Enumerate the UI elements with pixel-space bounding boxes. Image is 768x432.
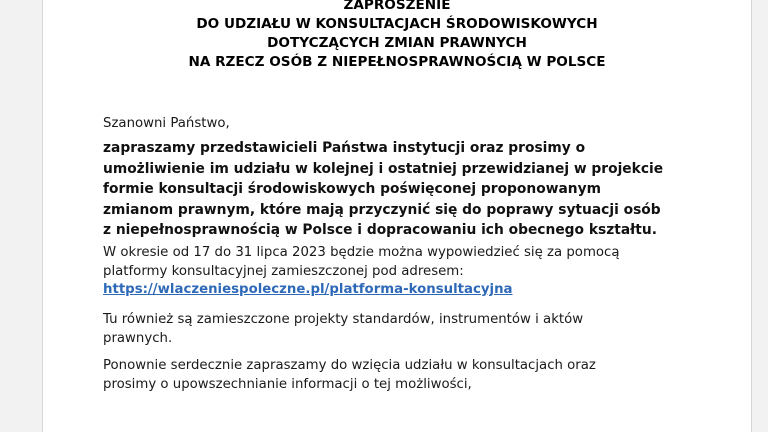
- invitation-header: [43, 0, 751, 72]
- documents-line: prawnych.: [103, 330, 173, 346]
- invitation-line: zapraszamy przedstawicieli Państwa instytucji oraz prosimy o: [103, 140, 586, 156]
- documents-paragraph: [103, 311, 703, 348]
- invitation-line: umożliwienie im udziału w kolejnej i ostatniej przewidzianej w projekcie: [103, 160, 664, 177]
- invitation-paragraph: [103, 138, 703, 241]
- header-line-3: DOTYCZĄCYCH ZMIAN PRAWNYCH: [267, 35, 527, 51]
- closing-paragraph: [103, 357, 703, 394]
- document-page: [42, 0, 752, 432]
- header-line-title: ZAPROSZENIE: [343, 0, 451, 13]
- documents-line: Tu również są zamieszczone projekty standardów, instrumentów i aktów: [103, 312, 584, 327]
- greeting: Szanowni Państwo,: [103, 116, 230, 131]
- platform-link[interactable]: https://wlaczeniespoleczne.pl/platforma-konsultacyjna: [103, 282, 513, 297]
- header-line-2: DO UDZIAŁU W KONSULTACJACH ŚRODOWISKOWYCH: [196, 16, 598, 32]
- invitation-line: zmianom prawnym, które mają przyczynić się do poprawy sytuacji osób: [103, 201, 661, 218]
- period-line: W okresie od 17 do 31 lipca 2023 będzie można wypowiedzieć się za pomocą: [103, 245, 620, 260]
- period-line: platformy konsultacyjnej zamieszczonej pod adresem:: [103, 263, 464, 279]
- closing-line: prosimy o upowszechnianie informacji o tej możliwości,: [103, 376, 472, 392]
- invitation-line: formie konsultacji środowiskowych poświęconej proponowanym: [103, 181, 601, 197]
- closing-line: Ponownie serdecznie zapraszamy do wzięcia udziału w konsultacjach oraz: [103, 358, 596, 373]
- consultation-period-paragraph: [103, 244, 703, 300]
- invitation-line: z niepełnosprawnością w Polsce i dopracowaniu ich obecnego kształtu.: [103, 222, 657, 238]
- header-line-4: NA RZECZ OSÓB Z NIEPEŁNOSPRAWNOŚCIĄ W POLSCE: [188, 54, 606, 70]
